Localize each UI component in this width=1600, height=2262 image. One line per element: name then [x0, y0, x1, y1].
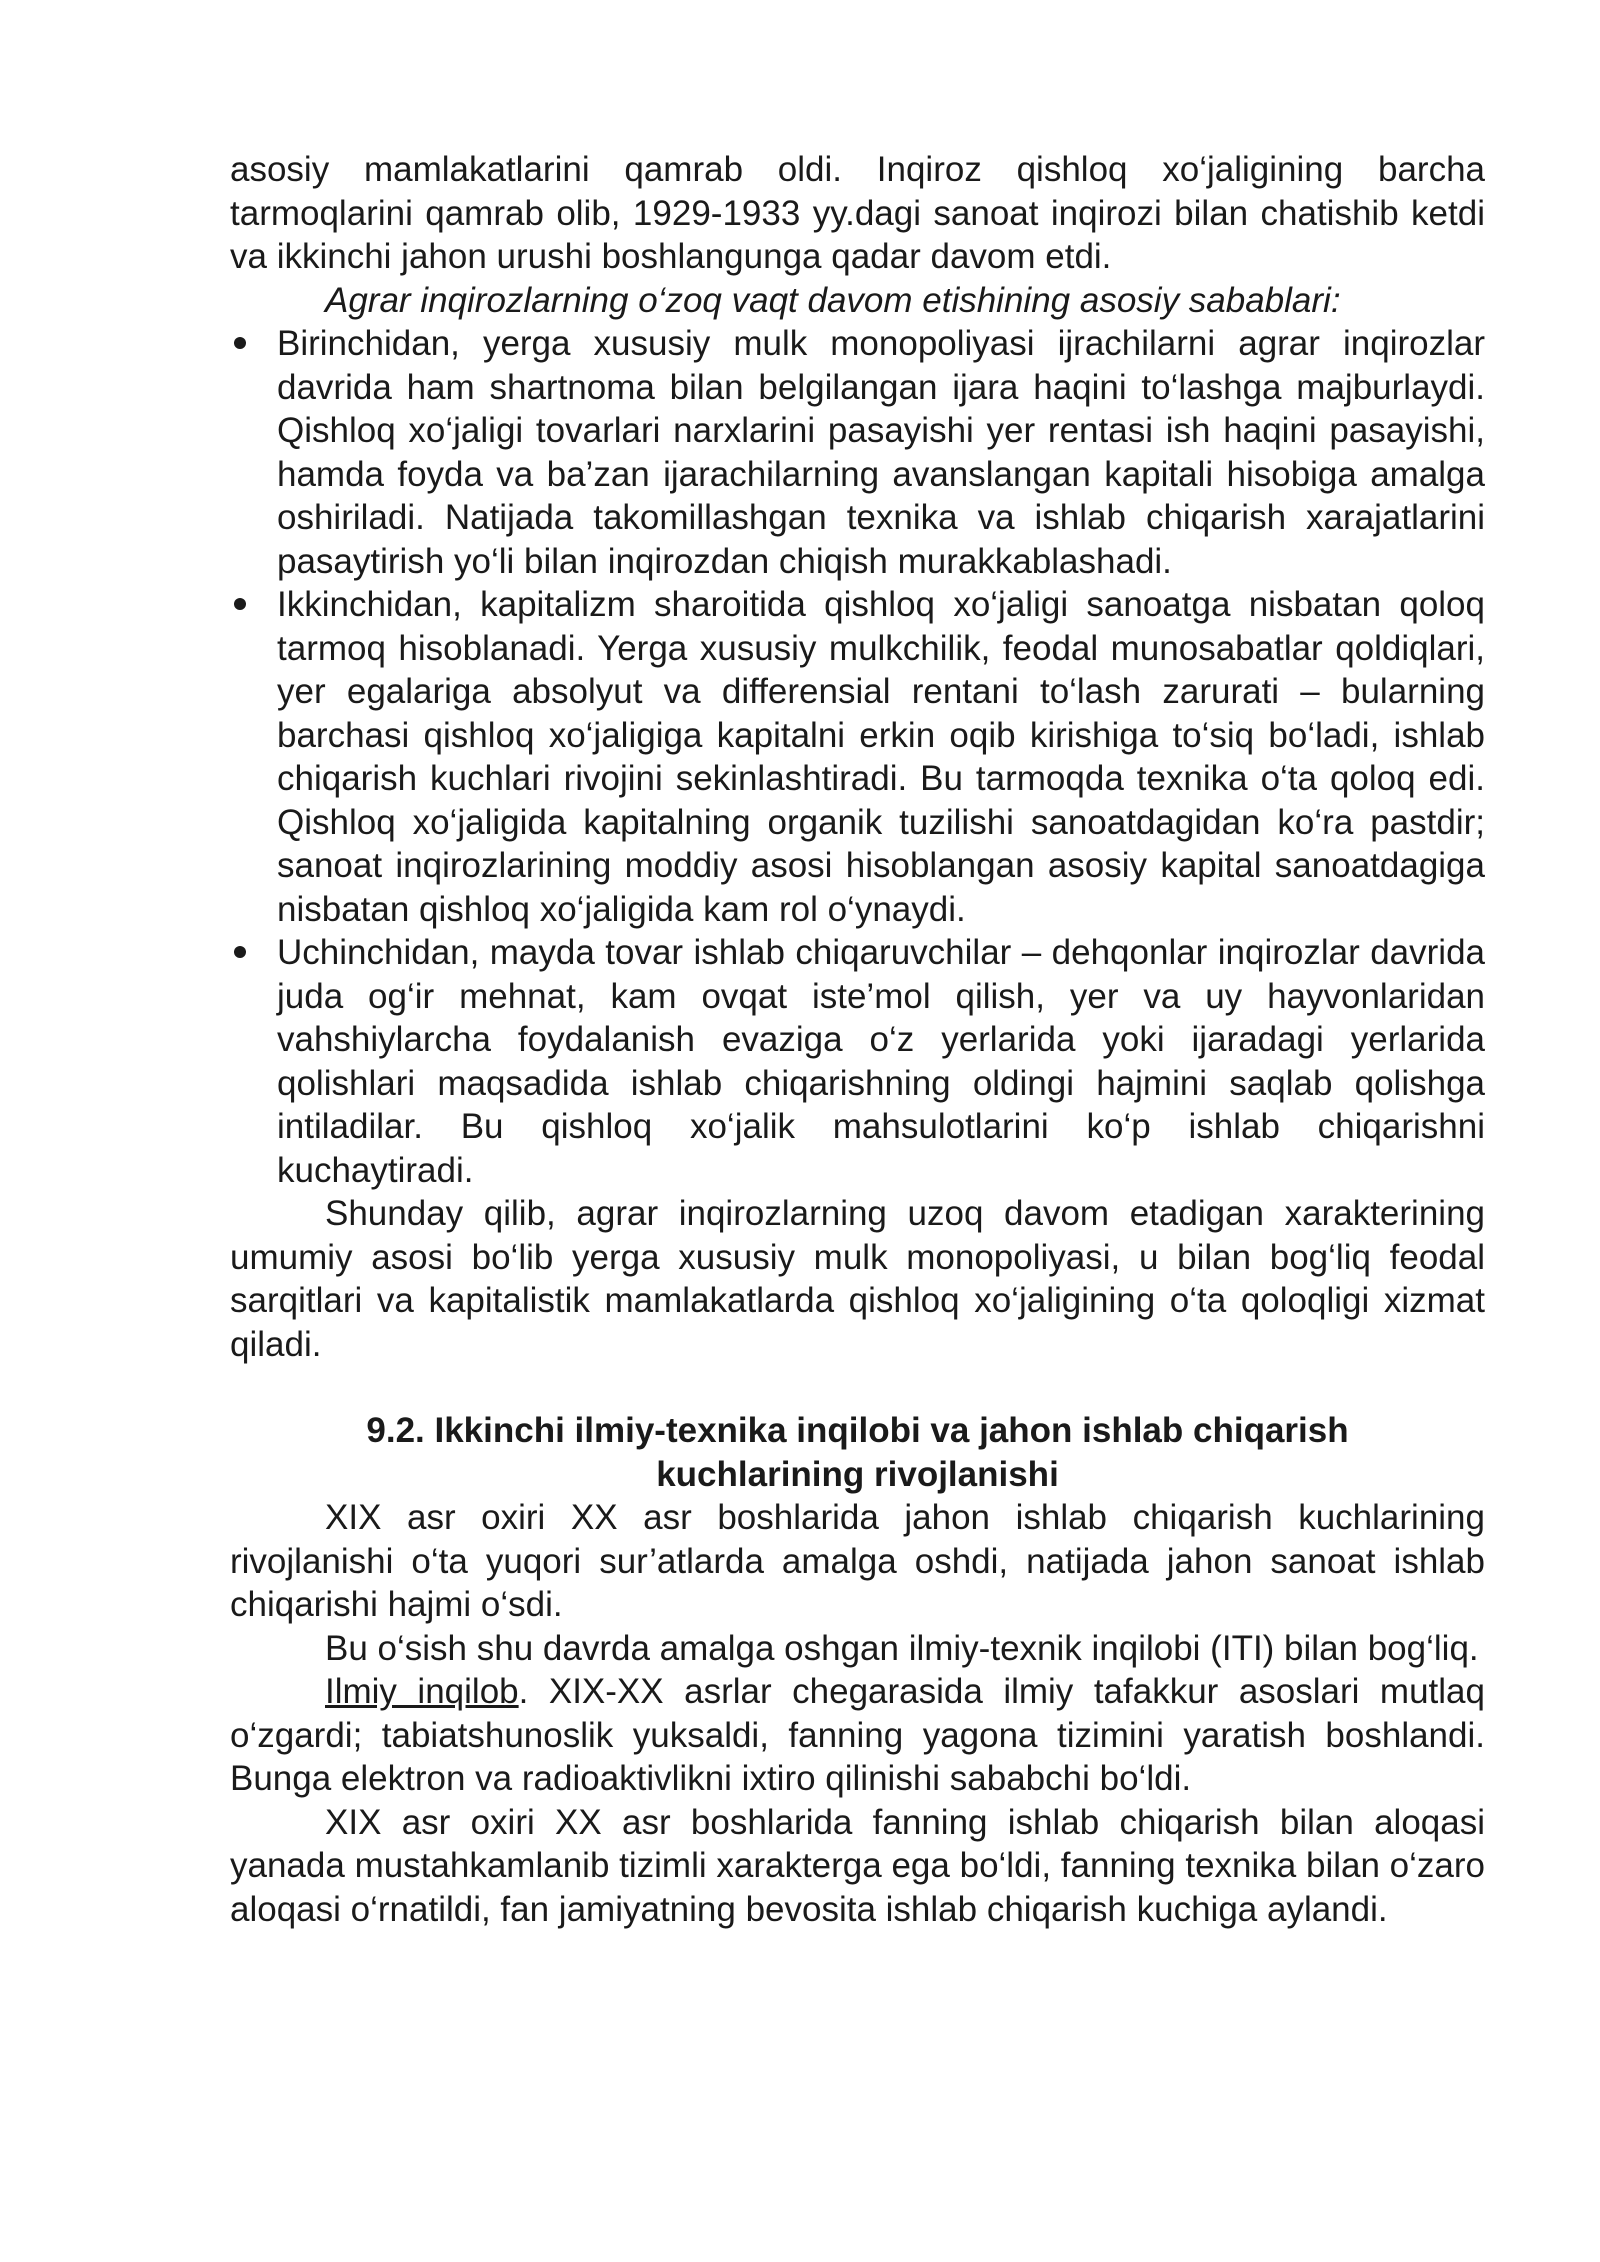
- paragraph-intro: asosiy mamlakatlarini qamrab oldi. Inqiroz qishloq xo‘jaligining barcha tarmoqlarini qamrab olib, 1929-1933 yy.dagi sanoat inqirozi bilan chatishib ketdi va ikkinchi jahon urushi boshlangunga qadar davom etdi.: [230, 150, 1485, 276]
- section-paragraph-1: XIX asr oxiri XX asr boshlarida jahon ishlab chiqarish kuchlarining rivojlanishi o‘ta yuqori sur’atlarda amalga oshdi, natijada jahon sanoat ishlab chiqarishi hajmi o‘sdi.: [230, 1498, 1485, 1624]
- section-heading-line1: 9.2. Ikkinchi ilmiy-texnika inqilobi va jahon ishlab chiqarish: [366, 1411, 1349, 1450]
- list-item: [230, 322, 1485, 583]
- bullet-icon: [234, 598, 246, 610]
- paragraph-conclusion: Shunday qilib, agrar inqirozlarning uzoq davom etadigan xarakterining umumiy asosi bo‘lib yerga xususiy mulk monopoliyasi, u bilan bog‘liq feodal sarqitlari va kapitalistik mamlakatlarda qishloq xo‘jaligining o‘ta qoloqligi xizmat qiladi.: [230, 1194, 1485, 1364]
- bullet-icon: [234, 946, 246, 958]
- list-item-text: Uchinchidan, mayda tovar ishlab chiqaruvchilar – dehqonlar inqirozlar davrida juda og‘ir mehnat, kam ovqat iste’mol qilish, yer va uy hayvonlaridan vahshiylarcha foydalanish evaziga o‘z yerlarida yoki ijaradagi yerlarida qolishlari maqsadida ishlab chiqarishning oldingi hajmini saqlab qolishga intiladilar. Bu qishloq xo‘jalik mahsulotlarini ko‘p ishlab chiqarishni kuchaytiradi.: [277, 933, 1485, 1190]
- section-paragraph-3: [230, 1670, 1485, 1801]
- list-item-text: Ikkinchidan, kapitalizm sharoitida qishloq xo‘jaligi sanoatga nisbatan qoloq tarmoq hisoblanadi. Yerga xususiy mulkchilik, feodal munosabatlar qoldiqlari, yer egalariga absolyut va differensial rentani to‘lash zarurati – bularning barchasi qishloq xo‘jaligiga kapitalni erkin oqib kirishiga to‘siq bo‘ladi, ishlab chiqarish kuchlari rivojini sekinlashtiradi. Bu tarmoqda texnika o‘ta qoloq edi. Qishloq xo‘jaligida kapitalning organik tuzilishi sanoatdagidan ko‘ra pastdir; sanoat inqirozlarining moddiy asosi hisoblangan asosiy kapital sanoatdagiga nisbatan qishloq xo‘jaligida kam rol o‘ynaydi.: [277, 585, 1485, 929]
- section-paragraph-2: Bu o‘sish shu davrda amalga oshgan ilmiy-texnik inqilobi (ITI) bilan bog‘liq.: [325, 1628, 1479, 1668]
- reasons-list: [230, 322, 1485, 1192]
- document-page: [230, 148, 1485, 1931]
- reasons-heading: Agrar inqirozlarning o‘zoq vaqt davom etishining asosiy sabablari:: [325, 280, 1341, 320]
- list-item-text: Birinchidan, yerga xususiy mulk monopoliyasi ijrachilarni agrar inqirozlar davrida ham shartnoma bilan belgilangan ijara haqini to‘lashga majburlaydi. Qishloq xo‘jaligi tovarlari narxlarini pasayishi yer rentasi ish haqini pasayishi, hamda foyda va ba’zan ijarachilarning avanslangan kapitali hisobiga amalga oshiriladi. Natijada takomillashgan texnika va ishlab chiqarish xarajatlarini pasaytirish yo‘li bilan inqirozdan chiqish murakkablashadi.: [277, 324, 1485, 581]
- term-ilmiy-inqilob: Ilmiy inqilob: [325, 1672, 519, 1711]
- bullet-icon: [234, 337, 246, 349]
- list-item: [230, 931, 1485, 1192]
- section-paragraph-3-text: . XIX-XX asrlar chegarasida ilmiy tafakkur asoslari mutlaq o‘zgardi; tabiatshunoslik yuksaldi, fanning yagona tizimini yaratish boshlandi. Bunga elektron va radioaktivlikni ixtiro qilinishi sababchi bo‘ldi.: [230, 1672, 1485, 1798]
- section-paragraph-4: XIX asr oxiri XX asr boshlarida fanning ishlab chiqarish bilan aloqasi yanada mustahkamlanib tizimli xarakterga ega bo‘ldi, fanning texnika bilan o‘zaro aloqasi o‘rnatildi, fan jamiyatning bevosita ishlab chiqarish kuchiga aylandi.: [230, 1802, 1485, 1929]
- section-heading-line2: kuchlarining rivojlanishi: [656, 1454, 1059, 1494]
- section-heading: [230, 1409, 1485, 1496]
- list-item: [230, 583, 1485, 931]
